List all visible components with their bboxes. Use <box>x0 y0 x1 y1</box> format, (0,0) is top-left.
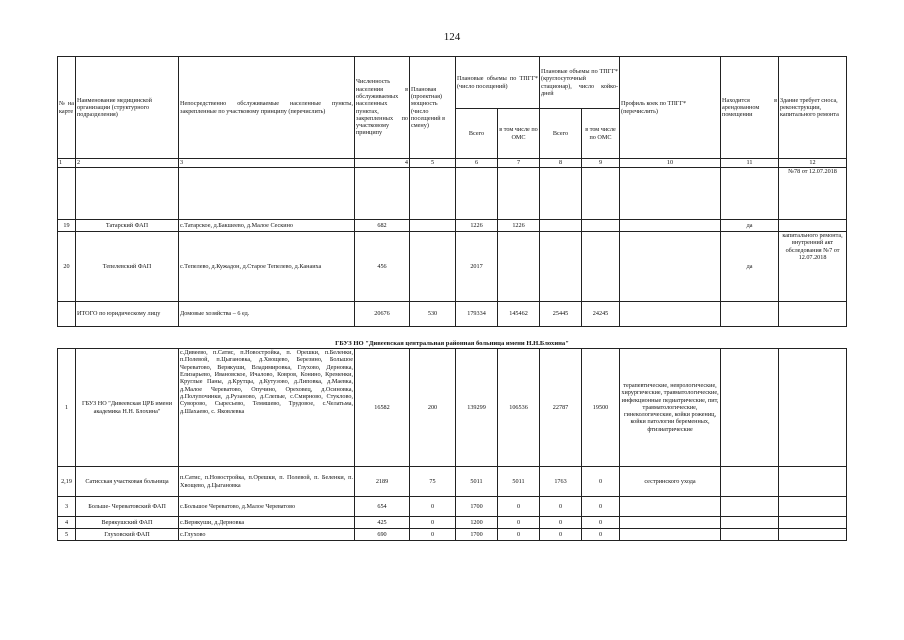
cell-num: 3 <box>58 497 76 517</box>
cell-org: Больше- Череватовский ФАП <box>76 497 179 517</box>
header-population: Численность населения в обслуживаемых населенных пунктах, закрепленных по участковому принципу <box>355 57 410 159</box>
cell-visits-oms: 0 <box>498 497 540 517</box>
cell-population: 456 <box>355 232 410 302</box>
cell-beds-total: 0 <box>540 529 582 541</box>
cell-rented: да <box>721 232 779 302</box>
cell-visits-total: 5011 <box>456 467 498 497</box>
cell-visits-total: 1200 <box>456 517 498 529</box>
cell-beds-oms <box>582 232 620 302</box>
cell-profile: терапевтические, неврологические, хирургические, травматологические, инфекционные педиатрические, пит, травматологические, гинекологические, койки рожениц, койки патологии беременных, фтизиатрические <box>620 349 721 467</box>
section-title-row <box>58 327 847 349</box>
cell-beds-oms: 0 <box>582 529 620 541</box>
cell-org: Татарский ФАП <box>76 220 179 232</box>
total-visits-total: 179334 <box>456 302 498 327</box>
cell-visits-total: 1226 <box>456 220 498 232</box>
colnum: 8 <box>540 159 582 168</box>
cell-repair <box>779 467 847 497</box>
cell-visits-total: 139299 <box>456 349 498 467</box>
cell-num: 4 <box>58 517 76 529</box>
table-row <box>58 497 847 517</box>
table-row <box>58 349 847 467</box>
cell-capacity <box>410 220 456 232</box>
column-number-row <box>58 159 847 168</box>
cell-profile <box>620 232 721 302</box>
cell-points: п.Сатис, п.Новостройка, п.Орешки, п. Полевой, п. Беленки, п. Хвощево, д.Цыгановка <box>179 467 355 497</box>
cell-repair <box>779 497 847 517</box>
cell-points: с.Верякуши, д.Дерновка <box>179 517 355 529</box>
cell-num: 20 <box>58 232 76 302</box>
cell-capacity: 75 <box>410 467 456 497</box>
cell-beds-oms: 0 <box>582 467 620 497</box>
table-row <box>58 517 847 529</box>
cell-rented <box>721 517 779 529</box>
cell-beds-total: 22787 <box>540 349 582 467</box>
cell-num: 2,19 <box>58 467 76 497</box>
cell-population: 690 <box>355 529 410 541</box>
header-repair: Здание требует сноса, реконструкции, капитального ремонта <box>779 57 847 159</box>
cell-visits-total: 1700 <box>456 497 498 517</box>
cell-org: Глуховский ФАП <box>76 529 179 541</box>
cell-population: 682 <box>355 220 410 232</box>
table-row <box>58 220 847 232</box>
cell-repair <box>779 529 847 541</box>
cell-beds-total <box>540 232 582 302</box>
section-title: ГБУЗ НО "Дивеевская центральная районная больница имени Н.Н.Блохина" <box>335 340 569 348</box>
cell-beds-total: 0 <box>540 497 582 517</box>
total-beds-oms: 24245 <box>582 302 620 327</box>
cell-visits-oms: 0 <box>498 517 540 529</box>
cell-capacity: 0 <box>410 529 456 541</box>
cell-points: с.Татарское, д.Бакшеево, д.Малое Сескино <box>179 220 355 232</box>
cell-num: 5 <box>58 529 76 541</box>
cell-num: 1 <box>58 349 76 467</box>
colnum: 6 <box>456 159 498 168</box>
header-beds-group: Плановые объемы по ТПГГ* (круглосуточный стационар), число койко-дней <box>540 57 620 109</box>
cell-capacity: 0 <box>410 497 456 517</box>
cell-repair <box>779 517 847 529</box>
colnum: 10 <box>620 159 721 168</box>
cell-rented: да <box>721 220 779 232</box>
header-visits-total: Всего <box>456 109 498 159</box>
cell-repair <box>779 220 847 232</box>
cell-rented <box>721 349 779 467</box>
colnum: 11 <box>721 159 779 168</box>
total-visits-oms: 145462 <box>498 302 540 327</box>
cell-capacity <box>410 232 456 302</box>
cell-repair <box>779 349 847 467</box>
cell-points: с.Дивеево, п.Сатис, п.Новостройка, п. Орешки, п.Беленки, п.Полевой, п.Цыгановка, д.Хвощево, Березино, Большое Череватово, Верякуши, Владимировка, Глухово, Дерновка, Елизарьево, Ивановское, Ичалово, Ковров, Конино, Кременки, Круглые Паны, д.Крутцы, д.Кутузово, д.Липовка, д.Маевка, д.Малое Череватово, Опучино, Ореховец, д.Осиновка, д.Полупочинки, д.Рузаново, д.Слепые, с.Смирново, Стуклово, Суворово, Сыресьево, Темяшево, Трудовое, с.Челатьма, д.Шахаево, с. Яковлевка <box>179 349 355 467</box>
cell-population: 2189 <box>355 467 410 497</box>
total-capacity: 530 <box>410 302 456 327</box>
header-visits-oms: в том числе по ОМС <box>498 109 540 159</box>
header-points: Непосредственно обслуживаемые населенные пункты, закрепленные по участковому принципу (перечислить) <box>179 57 355 159</box>
cell-visits-oms: 106536 <box>498 349 540 467</box>
colnum: 9 <box>582 159 620 168</box>
cell-capacity: 0 <box>410 517 456 529</box>
cell-rented <box>721 467 779 497</box>
carryover-row <box>58 168 847 220</box>
cell-population: 654 <box>355 497 410 517</box>
cell-beds-oms: 0 <box>582 517 620 529</box>
cell-visits-oms: 5011 <box>498 467 540 497</box>
cell-beds-total: 0 <box>540 517 582 529</box>
cell-org: ГБУЗ НО "Дивеевская ЦРБ имени академика Н.Н. Блохина" <box>76 349 179 467</box>
total-points: Домовые хозяйства – 6 ед. <box>179 302 355 327</box>
header-org: Наименование медицинской организации (структурного подразделения) <box>76 57 179 159</box>
cell-org: Сатисская участковая больница <box>76 467 179 497</box>
cell-profile <box>620 529 721 541</box>
total-row <box>58 302 847 327</box>
header-capacity: Плановая (проектная) мощность (число посещений в смену) <box>410 57 456 159</box>
cell-visits-oms: 0 <box>498 529 540 541</box>
header-num: № на карте <box>58 57 76 159</box>
colnum: 7 <box>498 159 540 168</box>
total-beds-total: 25445 <box>540 302 582 327</box>
facilities-table <box>57 56 847 541</box>
table-row <box>58 232 847 302</box>
colnum: 5 <box>410 159 456 168</box>
total-label: ИТОГО по юридическому лицу <box>76 302 179 327</box>
cell-population: 425 <box>355 517 410 529</box>
carryover-cell: №78 от 12.07.2018 <box>779 168 847 220</box>
colnum: 3 <box>179 159 355 168</box>
cell-rented <box>721 529 779 541</box>
header-rented: Находится в арендованном помещении <box>721 57 779 159</box>
cell-beds-oms: 0 <box>582 497 620 517</box>
cell-visits-oms <box>498 232 540 302</box>
colnum: 12 <box>779 159 847 168</box>
table-row <box>58 529 847 541</box>
cell-profile <box>620 517 721 529</box>
header-row <box>58 57 847 109</box>
cell-profile: сестринского ухода <box>620 467 721 497</box>
cell-org: Тепелевский ФАП <box>76 232 179 302</box>
cell-visits-total: 2017 <box>456 232 498 302</box>
cell-profile <box>620 497 721 517</box>
cell-rented <box>721 497 779 517</box>
table-row <box>58 467 847 497</box>
cell-capacity: 200 <box>410 349 456 467</box>
colnum: 1 <box>58 159 76 168</box>
cell-points: с.Тепелево, д.Кужадон, д.Старое Тепелево, д.Канаиха <box>179 232 355 302</box>
header-visits-group: Плановые объемы по ТПГГ* (число посещений) <box>456 57 540 109</box>
cell-beds-total: 1763 <box>540 467 582 497</box>
cell-beds-oms <box>582 220 620 232</box>
header-profile: Профиль коек по ТПГГ* (перечислить) <box>620 57 721 159</box>
header-beds-total: Всего <box>540 109 582 159</box>
colnum: 4 <box>355 159 410 168</box>
header-beds-oms: в том числе по ОМС <box>582 109 620 159</box>
cell-org: Верякушский ФАП <box>76 517 179 529</box>
cell-points: с.Большое Череватово, д.Малое Череватово <box>179 497 355 517</box>
cell-population: 16582 <box>355 349 410 467</box>
cell-visits-total: 1700 <box>456 529 498 541</box>
cell-num: 19 <box>58 220 76 232</box>
cell-points: с.Глухово <box>179 529 355 541</box>
cell-profile <box>620 220 721 232</box>
cell-beds-oms: 19500 <box>582 349 620 467</box>
page-number: 124 <box>443 31 461 43</box>
cell-beds-total <box>540 220 582 232</box>
total-population: 20676 <box>355 302 410 327</box>
cell-visits-oms: 1226 <box>498 220 540 232</box>
colnum: 2 <box>76 159 179 168</box>
cell-repair: капитального ремонта, внутренний акт обследования №7 от 12.07.2018 <box>779 232 847 302</box>
